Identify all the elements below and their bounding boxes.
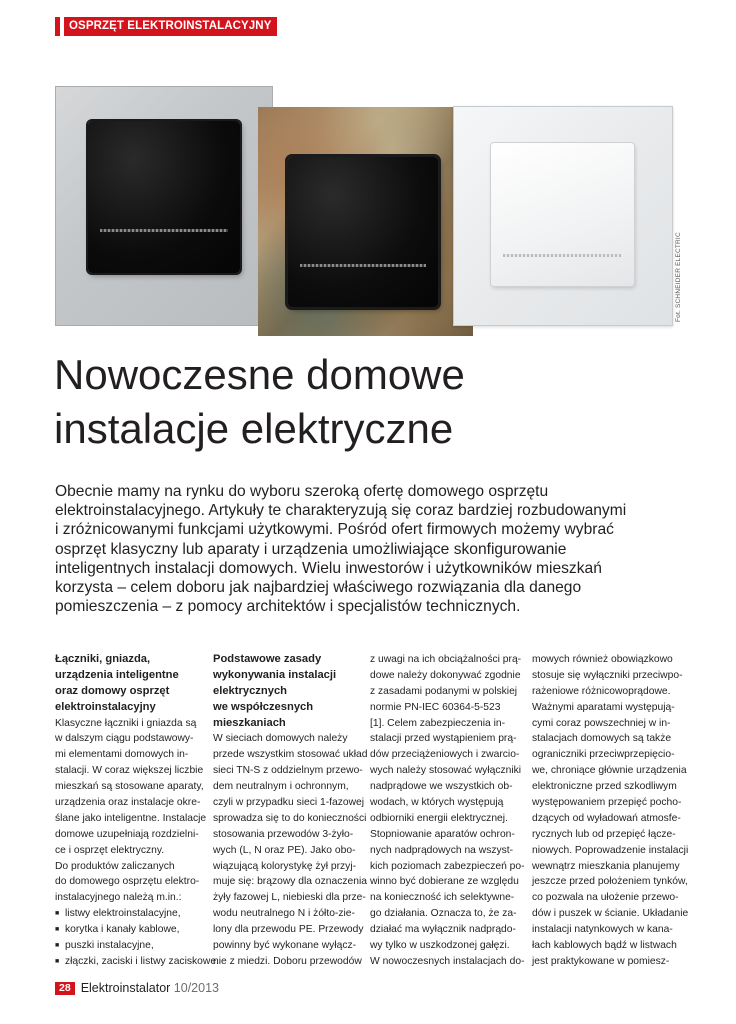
body-text-line: stalacjach domowych są także [532,733,672,745]
marble-frame-switch [258,107,473,336]
body-text-line: muje się: brązowy dla oznaczenia [213,876,367,888]
body-text-line: Stopniowanie aparatów ochron- [370,828,515,840]
product-photo [55,86,681,336]
body-text-line: jest praktykowane w pomiesz- [532,955,670,967]
body-text-line: Klasyczne łączniki i gniazda są [55,717,197,729]
body-text-line: W sieciach domowych należy [213,733,348,745]
body-text-line: do domowego osprzętu elektro- [55,876,200,888]
black-rocker-switch [288,157,438,307]
body-text-line: czyli w przypadku sieci 1-fazowej [213,797,365,809]
body-text-line: rycznych lub od przepięć łącze- [532,828,676,840]
body-text-line: wodu neutralnego N i żółto-zie- [213,908,355,920]
text-column-4 [532,652,689,970]
body-text-line: instalacji natynkowych w kana- [532,924,673,936]
body-text-line: Do produktów zaliczanych [55,860,175,872]
body-text-line: na konieczność ich selektywne- [370,892,515,904]
body-text-line: odbiorniki energii elektrycznej. [370,812,508,824]
body-text-line: dem neutralnym i ochronnym, [213,781,349,793]
body-text-line: stosuje się wyłączniki przeciwpo- [532,669,683,681]
page-number: 28 [55,982,75,995]
body-text-line: Ważnymi aparatami występują- [532,701,675,713]
text-column-3 [370,652,525,970]
column-heading-line: Łączniki, gniazda, [55,653,151,665]
lead-paragraph [55,482,687,616]
body-text-line: urządzenia oraz instalacje okre- [55,797,201,809]
column-heading-line: we współczesnych [213,700,314,713]
white-rocker-switch [491,143,634,286]
body-text-line: lony dla przewodu PE. Przewody [213,924,364,936]
text-column-2 [213,652,368,970]
body-text-line: przede wszystkim stosować układ [213,749,368,761]
lead-line: osprzęt klasyczny lub aparaty i urządzenia umożliwiające skonfigurowanie [55,540,567,558]
body-text-line: z zasadami podanymi w polskiej [370,685,518,697]
led-strip [100,229,228,232]
bullet-item: ■ listwy elektroinstalacyjne, [55,906,198,922]
body-text-line: żyły fazowej L, niebieski dla prze- [213,892,366,904]
body-text-line: ślane jako inteligentne. Instalacje [55,812,207,824]
body-text-line: stosowania przewodów 3-żyło- [213,828,354,840]
body-text-line: nadprądowe we wszystkich ob- [370,781,513,793]
bullet-item: ■ korytka i kanały kablowe, [55,922,198,938]
column-heading-line: elektroinstalacyjny [55,700,156,713]
body-text-line: cymi coraz powszechniej w in- [532,717,671,729]
body-text-line: winno być dobierane ze względu [370,876,519,888]
lead-line: i zróżnicowanymi funkcjami użytkowymi. Pośród ofert firmowych możemy wybrać [55,521,614,539]
body-text-line: wych (L, N oraz PE). Jako obo- [213,844,356,856]
body-text-line: co pozwala na ułożenie przewo- [532,892,679,904]
bullet-item: ■ złączki, zaciski i listwy zaciskowe. [55,954,198,970]
title-line: instalacje elektryczne [54,405,454,452]
body-text-line: wewnątrz mieszkania planujemy [532,860,680,872]
bullet-item: ■ puszki instalacyjne, [55,938,198,954]
body-text-line: mi elementami domowych in- [55,749,189,761]
white-glass-frame-switch [453,106,673,326]
column-heading-line: urządzenia inteligentne [55,668,179,681]
body-text-line: wy tylko w uszkodzonej gałęzi. [370,940,510,952]
photo-credit: Fot. SCHNEIDER ELECTRIC [675,232,682,322]
body-text-line: występowaniem przepięć pocho- [532,797,682,809]
body-text-line: W nowoczesnych instalacjach do- [370,955,525,967]
body-text-line: instalacyjnego należą m.in.: [55,892,182,904]
body-text-line: elektroniczne przed szkodliwym [532,781,677,793]
body-text-line: ograniczniki przeciwprzepięcio- [532,749,675,761]
body-text-line: stalacji przed wystąpieniem prą- [370,733,517,745]
article-title [54,348,694,456]
text-column-1 [55,652,219,970]
body-text-line: wych należy stosować wyłączniki [370,765,522,777]
led-strip [503,254,622,257]
section-tag [55,17,277,36]
column-heading-line: elektrycznych [213,684,288,697]
lead-line: inteligentnych instalacji domowych. Wielu inwestorów i użytkowników mieszkań [55,559,602,577]
led-strip [300,264,426,267]
body-text-line: dowe należy dokonywać zgodnie [370,669,521,681]
body-text-line: we, chroniące głównie urządzenia [532,765,687,777]
body-text-line: sprowadza się to do konieczności [213,812,367,824]
body-text-line: niowych. Poprowadzenie instalacji [532,844,689,856]
body-text-line: dów i puszek w ścianie. Układanie [532,908,689,920]
column-heading-line: mieszkaniach [213,716,286,729]
body-text-line: nie z miedzi. Doboru przewodów [213,955,362,967]
title-line: Nowoczesne domowe [54,351,465,398]
column-heading-line: wykonywania instalacji [213,668,337,681]
body-text-line: jeszcze przed położeniem tynków, [532,876,688,888]
body-text-line: stalacji. W coraz większej liczbie [55,765,204,777]
body-text-line: wiązującą kolorystykę żył przyj- [213,860,357,872]
body-text-line: w dalszym ciągu podstawowy- [55,733,194,745]
lead-line: elektroinstalacyjnego. Artykuły te charakteryzują się coraz bardziej rozbudowanymi [55,502,627,520]
body-text-line: mieszkań są stosowane aparaty, [55,781,204,793]
body-text-line: go działania. Oznacza to, że za- [370,908,517,920]
magazine-issue: 10/2013 [173,981,219,995]
lead-line: Obecnie mamy na rynku do wyboru szeroką ofertę domowego osprzętu [55,483,549,500]
body-text-line: domowe uzupełniają rozdzielni- [55,828,199,840]
body-text-line: dzących od wyładowań atmosfe- [532,812,681,824]
body-text-line: kich poziomach zabezpieczeń po- [370,860,525,872]
section-tag-label: OSPRZĘT ELEKTROINSTALACYJNY [64,17,277,36]
black-rocker-switch [88,121,240,273]
lead-line: korzysta – celem doboru jak najbardziej właściwego rozwiązania dla danego [55,579,582,597]
lead-line: pomieszczenia – z pomocy architektów i specjalistów technicznych. [55,598,521,616]
page-footer [55,981,219,995]
body-text-line: łach kablowych bądź w listwach [532,940,677,952]
body-text-line: działać ma wyłącznik nadprądo- [370,924,516,936]
body-text-line: dów przeciążeniowych i zwarcio- [370,749,520,761]
body-text-line: sieci TN-S z oddzielnym przewo- [213,765,363,777]
body-text-line: nych nadprądowych na wszyst- [370,844,514,856]
body-text-line: mowych również obowiązkowo [532,654,673,665]
column-heading-line: Podstawowe zasady [213,653,322,665]
body-text-line: powinny być wykonane wyłącz- [213,940,357,952]
body-text-line: [1]. Celem zabezpieczenia in- [370,717,506,729]
gray-glass-frame-switch [55,86,273,326]
body-text-line: normie PN-IEC 60364-5-523 [370,701,501,713]
body-text-line: rażeniowe różnicowoprądowe. [532,685,671,697]
body-text-line: wodach, w których występują [370,797,504,809]
body-text-line: ce i osprzęt elektryczny. [55,844,165,856]
body-text-line: z uwagi na ich obciążalności prą- [370,654,522,665]
column-heading-line: oraz domowy osprzęt [55,684,170,697]
section-tag-marker [55,17,60,36]
magazine-name: Elektroinstalator [80,981,171,995]
